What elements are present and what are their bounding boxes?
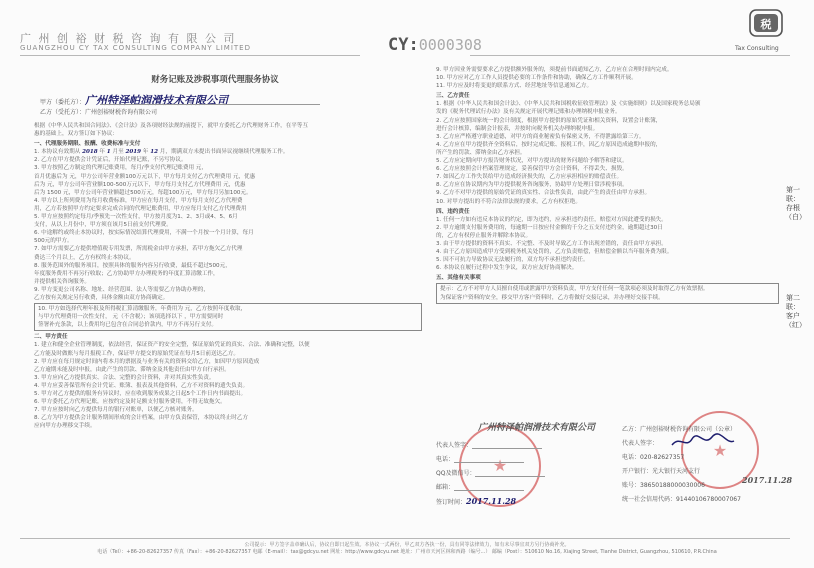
section-5-notice-box	[436, 283, 779, 303]
party-b-rep-label: 代表人签字：	[622, 440, 659, 447]
section-1-title: 一、代理服务期限、报酬、收费标准与支付	[34, 141, 141, 148]
clause-line: 3. 由于甲方提供的资料不真实、不完整、不及时导致乙方工作出现差错的，责任由甲方承担。	[436, 240, 667, 247]
party-b-phone-label: 电话：	[622, 454, 641, 461]
left-column	[34, 122, 422, 526]
party-b-bank-row	[622, 466, 700, 475]
footer	[0, 541, 814, 555]
party-b-bank: 光大银行天河支行	[652, 468, 701, 475]
clause-line: 4. 乙方应在甲方提供齐全资料后，按时完成记账、报税工作，因乙方原因造成逾期申报的，	[436, 141, 662, 148]
term-line	[34, 148, 422, 156]
clause-line: 4. 由于乙方原因造成甲方受到税务机关处罚的，乙方负责赔偿，但赔偿金额以当年服务费为限。	[436, 249, 673, 256]
fee-box	[34, 303, 422, 331]
term-start-year: 2018	[82, 149, 98, 156]
clause-line: 所产生的罚款、滞纳金由乙方承担。	[436, 149, 526, 156]
party-a-qq-label: QQ及微信号：	[436, 470, 476, 477]
clause-line: 乙方能及时做账与每月报税工作，保证甲方提交的原始凭证在每月5日前送达乙方。	[34, 350, 239, 357]
right-top-body	[436, 66, 779, 90]
intro-line: 根据《中华人民共和国合同法》、《会计法》及各项财经法规的前提下，就甲方委托乙方代理财务工作，在平等互	[34, 123, 309, 129]
party-a-date-label: 签订时间：	[436, 499, 467, 506]
fee-box-line: 签署补充条款，以上费用均已包含在合同总价款内，甲方不再另行支付。	[38, 322, 218, 329]
footer-rule	[20, 538, 790, 539]
clause-line: 后为 1500 元，甲方公司年营业额超过500万元，每超100万元，甲方每月另加100元。	[34, 189, 252, 196]
clause-line: 8. 乙方为甲方提供会计服务期间形成的会计档案，由甲方负责保管，本协议终止时乙方	[34, 415, 249, 422]
party-b-credit-label: 统一社会信用代码：	[622, 496, 677, 503]
section-5-title: 五、其他有关事项	[436, 275, 481, 282]
serial-number	[388, 35, 482, 55]
clause-line: 2. 甲方应在每月规定时间内将本月的票据及与业务有关的资料交给乙方，如因甲方原因造成	[34, 358, 260, 365]
term-prefix: 1. 本协议有效期从	[34, 149, 83, 156]
party-a-rep-label: 代表人签字：	[436, 442, 473, 449]
clause-line: 首月优惠后为 元，甲方公司年营业额100万元以下，甲方每月支付乙方代理费用 元，优惠	[34, 173, 256, 180]
clause-line: 1. 根据《中华人民共和国会计法》、《中华人民共和国税收征收管理法》及《实施细则》以及国家税务总局颁	[436, 101, 701, 108]
party-a-email-row	[436, 482, 524, 491]
clause-line: 6. 中途解约或终止本协议时，按实际情况结算代理费用，不满一个月按一个月计算，每月	[34, 230, 254, 237]
clause-line: 9. 甲方因业务需要要求乙方提供额外服务的，须提前书面通知乙方，乙方应在合理时间内完成。	[436, 67, 673, 73]
section-4-title: 四、违约责任	[436, 208, 470, 215]
party-b-signature-icon	[668, 433, 738, 451]
clause-line: 9. 乙方不对甲方提供的原始凭证的真实性、合法性负责，由此产生的责任由甲方承担。	[436, 190, 651, 197]
clause-line: 2. 甲方逾期支付服务费用的，每逾期一日按应付金额的千分之五支付违约金，逾期超过30日	[436, 224, 663, 231]
party-b-bank-label: 开户银行：	[622, 468, 653, 475]
party-b-account: 38650188000030006	[640, 482, 705, 489]
section-3-title: 三、乙方责任	[436, 93, 470, 100]
party-a-phone-label: 电话：	[436, 456, 455, 463]
clause-line: 发的《税务代理试行办法》及有关规定开展代理记账和办理纳税申报业务。	[436, 109, 621, 116]
company-name-cn: 广 州 创 裕 财 税 咨 询 有 限 公 司	[20, 32, 237, 45]
clause-line: 5. 甲方应按照约定每月/季预先一次性支付，甲方按月度为1、2、3月或4、5、6月	[34, 214, 238, 221]
clause-line: 10. 甲方应对乙方工作人员提供必要的工作条件和协助，确保乙方工作顺利开展。	[436, 75, 637, 82]
signature-line	[475, 470, 545, 477]
header-rule-right	[470, 55, 790, 56]
clause-line: 500元的甲方。	[34, 238, 73, 245]
clause-line: 乙方逾期未能及时申报，由此产生的罚款、滞纳金及其他责任由甲方自行承担。	[34, 366, 230, 373]
section-2-body	[34, 341, 422, 430]
clause-line: 3. 甲方应向乙方提供真实、合法、完整的会计资料，并对其真实性负责。	[34, 374, 215, 381]
svg-text:★: ★	[712, 441, 728, 460]
term-start-month: 1	[106, 149, 111, 156]
clause-line: 5. 甲方对乙方提供的服务有异议时，应在收到服务成果之日起5个工作日内书面提出。	[34, 391, 247, 397]
notice-line: 提示：乙方不对甲方人员擅自使用或泄露甲方资料负责，甲方支付任何一笔款项必须及时取得乙方有效票据。	[440, 286, 709, 293]
party-a-date-handwritten: 2017.11.28	[466, 496, 517, 506]
footer-line2: 电话（Tel）：+86-20-82627357 传真（Fax）：+86-20-82627357 电邮（E-mail）：tax@gdcyu.net 网址：http://www.gdcyu.net 地址：广州市天河区林和西路（编号...） 邮编（Post）：510610 No.16, Xiajing Street, Tianhe District, Guangzhou, 510610, P.R.China	[97, 549, 717, 555]
footer-line1: 公司提示：甲方签字盖章确认后，协议自即日起生效。本协议一式两份，甲乙双方各执一份，具有同等法律效力，如有未尽事宜双方另行协商补充。	[244, 542, 570, 548]
clause-line: 6. 甲方委托乙方代理记账，应按约定及时足额支付服务费用，不得无故拖欠。	[34, 399, 226, 406]
clause-line: 7. 甲方应按时向乙方提供每月的银行对账单，以便乙方核对账务。	[34, 407, 198, 414]
logo-text: Tax Consulting	[735, 45, 779, 52]
svg-text:税: 税	[760, 18, 772, 31]
party-a-rep-row	[436, 440, 542, 449]
signature-line	[454, 484, 524, 491]
term-text: 年	[141, 149, 151, 156]
section-4-body	[436, 216, 779, 273]
party-a-underline	[100, 104, 320, 105]
clause-line: 1. 建立和健全企业管理制度，依法经营，保证资产的安全完整，保证原始凭证的真实、合法、准确和完整，以便	[34, 342, 310, 349]
right-column	[436, 66, 779, 444]
section-2-title: 二、甲方责任	[34, 334, 68, 341]
clause-line: 6. 乙方应按照会计档案管理规定，妥善保管甲方会计资料，不得丢失、损毁。	[436, 166, 628, 173]
clause-line: 4. 甲方应妥善保管所有会计凭证、账簿、报表及其他资料，乙方不对资料的遗失负责。	[34, 382, 249, 389]
notice-line: 为保证客户资料的安全，移交甲方客户资料时，乙方将做好交接记录，并办理好交接手续。	[440, 294, 664, 301]
clause-line: 2. 乙方在甲方提供会计凭证后，开始代理记账，不另写协议。	[34, 157, 187, 164]
term-text: 年	[97, 149, 107, 156]
signature-line	[472, 442, 542, 449]
document-title: 财务记账及涉税事项代理服务协议	[151, 75, 279, 85]
party-b-account-label: 账号：	[622, 482, 641, 489]
party-b-company-row	[622, 424, 736, 433]
header-rule-left	[20, 55, 360, 56]
clause-line: 6. 本协议在履行过程中发生争议，双方应友好协商解决。	[436, 265, 578, 272]
clause-line: 5. 乙方应定期向甲方报告财务状况，对甲方提出的财务问题给予解答和建议。	[436, 158, 628, 165]
clause-line: 应向甲方办理移交手续。	[34, 423, 96, 430]
signature-line	[454, 456, 524, 463]
clause-line: 进行会计核算，编制会计报表，并按时向税务机关办理纳税申报。	[436, 125, 599, 132]
clause-line: 费达三个月以上，乙方有权终止本协议。	[34, 254, 135, 261]
clause-line: 7. 如甲方需要乙方提供增值税专用发票，所需税金由甲方承担，若甲方拖欠乙方代理	[34, 246, 243, 253]
company-logo-icon	[744, 8, 788, 42]
clause-line: 年度服务费用不再另行收取；乙方协助甲方办理税务的年度汇算清缴工作，	[34, 270, 219, 277]
party-a-date-row	[436, 496, 516, 506]
clause-line: 1. 任何一方如有违反本协议的约定，即为违约，应承担违约责任，赔偿对方因此遭受的损失。	[436, 216, 667, 223]
svg-text:★: ★	[492, 456, 508, 475]
intro-line: 惠的基础上，双方签订如下协议：	[34, 131, 118, 138]
clause-line: 5. 因不可抗力导致协议无法履行的，双方均不承担违约责任。	[436, 257, 589, 264]
term-end-month: 12	[150, 149, 158, 156]
term-suffix: 月，期满双方未提出书面异议视继续代理服务工作。	[157, 149, 289, 156]
party-a-seal-handwriting: 广州特泽帕润滑技术有限公司	[478, 423, 596, 433]
clause-line: 8. 乙方应在协议期内为甲方提供税务咨询服务，协助甲方处理日常涉税事项。	[436, 182, 628, 189]
clause-line: 乙方按有关规定另行收费，具体金额由双方协商确定。	[34, 294, 169, 301]
company-name-en: GUANGZHOU CY TAX CONSULTING COMPANY LIMITED	[20, 44, 251, 52]
term-text: 月至	[110, 149, 126, 156]
party-b-company-label: 乙方：	[622, 426, 641, 433]
party-b-phone-row	[622, 452, 684, 461]
party-b-label: 乙方（受托方）：	[40, 109, 86, 116]
clause-line: 4. 甲方以上所列费用为每月收费标准，甲方应在每月支付，甲方每月支付乙方代理费	[34, 197, 243, 204]
clause-line: 并提供相关咨询服务。	[34, 278, 90, 285]
fee-box-line: 与甲方代理费用一次性支付， 元（不含税）；该项选择以下 ，甲方需要同时	[38, 314, 224, 321]
clause-line: 后为 元，甲方公司年营业额100-500万元以下，甲方每月支付乙方代理费用 元，优惠	[34, 181, 246, 188]
serial-digits: 0000308	[418, 36, 482, 54]
clause-line: 的，乙方有权停止服务并解除本协议。	[436, 232, 532, 239]
clause-line: 11. 甲方应及时将变更的联系方式、经营地址等信息通知乙方。	[436, 83, 593, 90]
party-a-label: 甲方（委托方）：	[40, 99, 86, 106]
party-b-credit-row	[622, 494, 741, 503]
party-b-account-row	[622, 480, 705, 489]
clause-line: 10. 对甲方提出的不符合法律法规的要求，乙方有权拒绝。	[436, 198, 581, 205]
party-a-email-label: 邮箱：	[436, 484, 455, 491]
side-label-copy2: 第二联：客户（红）	[785, 294, 806, 329]
party-a-qq-row	[436, 468, 545, 477]
clause-line: 支付，从以上月份中，甲方须在该月5日前支付代理费。	[34, 222, 172, 229]
clause-line: 3. 甲方按照乙方制定的代理记账费用，每月/季支付代理记账费用 元，	[34, 165, 207, 172]
fee-box-line: 10. 甲方如选择代理年报及所得税汇算清缴服务，年费用为 元，乙方按照年度收取，	[38, 306, 247, 313]
clause-line: 2. 乙方应按照国家统一的会计制度，根据甲方提供的原始凭证和相关资料，设置会计账簿，	[436, 117, 662, 124]
party-b-name: 广州创裕财税咨询有限公司	[85, 109, 158, 116]
serial-prefix: CY:	[388, 35, 419, 55]
clause-line: 3. 乙方应严格遵守职业道德，对甲方的商业秘密负有保密义务，不得泄露给第三方。	[436, 133, 645, 140]
party-b-rep-row	[622, 438, 658, 447]
term-end-year: 2019	[125, 149, 142, 156]
party-b-line	[40, 107, 157, 116]
party-b-phone: 020-82627357	[640, 454, 685, 461]
party-a-line	[40, 92, 228, 108]
clause-line: 8. 服务范围外的服务项目，按照具体的服务内容另行收费，最低不超过500元，	[34, 262, 231, 269]
party-a-phone-row	[436, 454, 524, 463]
clause-line: 用，乙方若按照甲方约定要求完成合同的代理记账费用，甲方应每月支付乙方代理费用	[34, 205, 247, 212]
side-label-copy1: 第一联：存根（白）	[785, 186, 806, 221]
party-b-date-handwritten: 2017.11.28	[742, 475, 793, 485]
section-3-body	[436, 100, 779, 205]
party-a-handwritten-name: 广州特泽帕润滑技术有限公司	[85, 94, 229, 107]
party-b-company-name: 广州创裕财税咨询有限公司（公章）	[640, 426, 737, 433]
party-b-credit-code: 91440106780007067	[676, 496, 741, 503]
clause-line: 9. 甲方变更公司名称、地址、经营范围、法人等需要乙方协助办理的，	[34, 286, 209, 293]
section-1-body	[34, 156, 422, 302]
clause-line: 7. 如因乙方工作失误给甲方造成经济损失的，乙方应承担相应的赔偿责任。	[436, 174, 623, 181]
